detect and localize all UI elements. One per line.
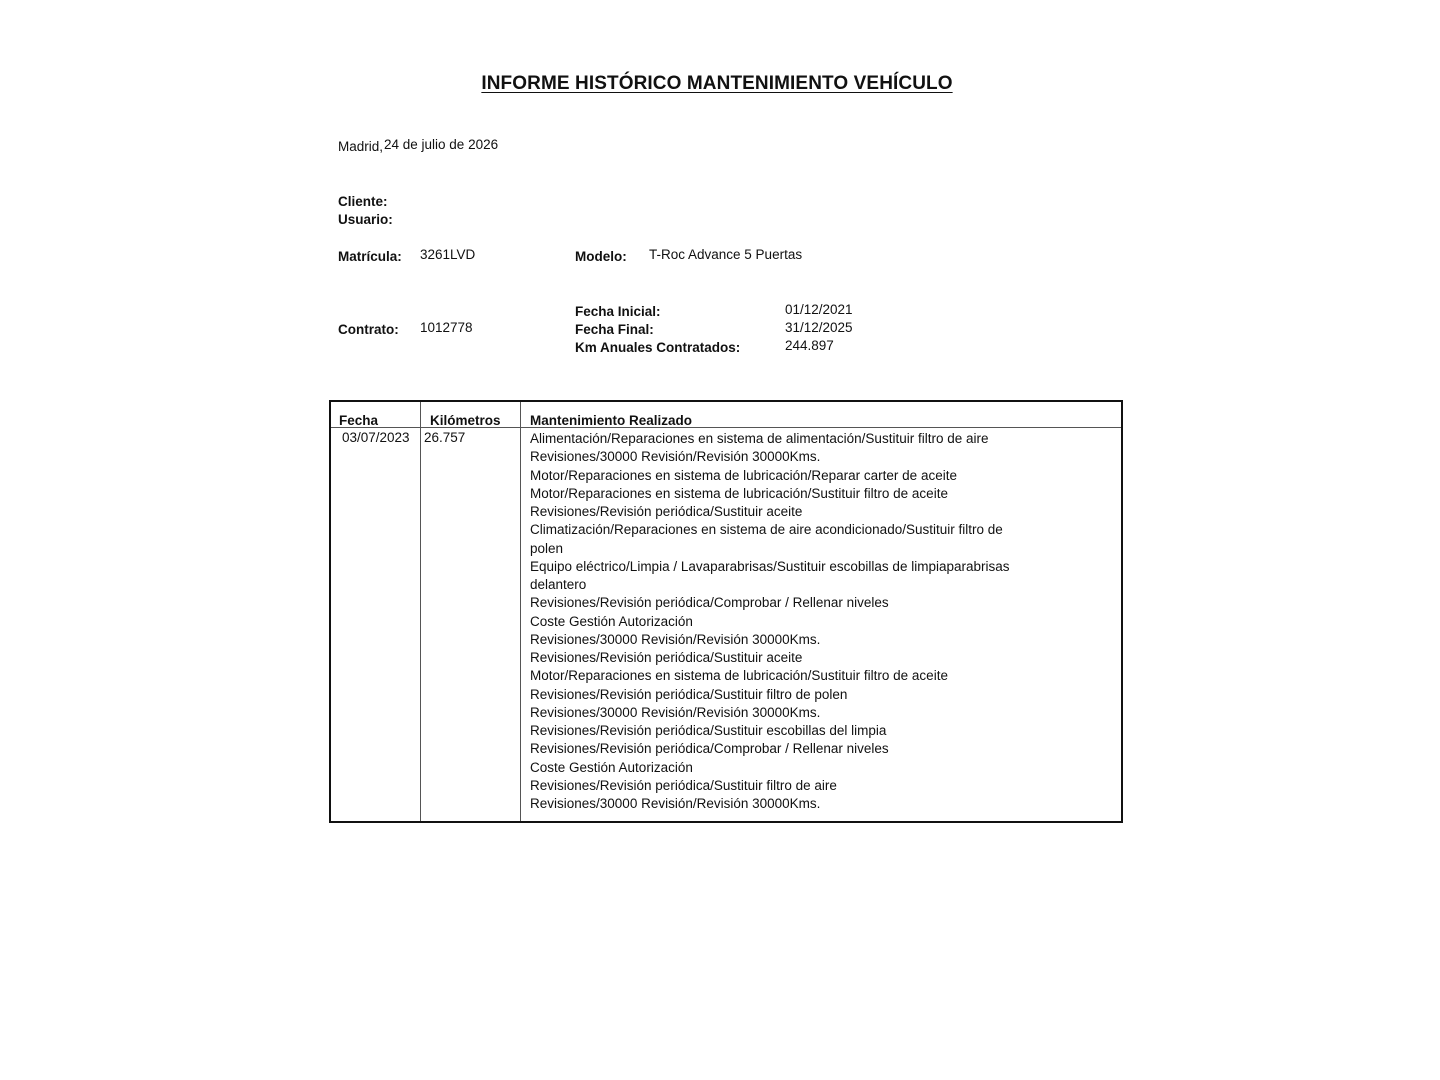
cliente-label: Cliente: <box>338 194 388 209</box>
maintenance-item: Alimentación/Reparaciones en sistema de alimentación/Sustituir filtro de aire <box>530 431 989 446</box>
maintenance-item: Revisiones/30000 Revisión/Revisión 30000Kms. <box>530 796 821 811</box>
maintenance-item: delantero <box>530 577 587 592</box>
header-fecha: Fecha <box>339 413 379 428</box>
header-kilometros: Kilómetros <box>430 413 501 428</box>
maintenance-item: Coste Gestión Autorización <box>530 759 693 775</box>
contrato-value: 1012778 <box>420 320 473 335</box>
km-anuales-label: Km Anuales Contratados: <box>575 340 741 355</box>
maintenance-table <box>329 400 1123 823</box>
maintenance-item: Revisiones/Revisión periódica/Sustituir filtro de polen <box>530 686 848 702</box>
contrato-label: Contrato: <box>338 322 399 337</box>
maintenance-item: Revisiones/30000 Revisión/Revisión 30000Kms. <box>530 449 821 465</box>
maintenance-item: Motor/Reparaciones en sistema de lubricación/Sustituir filtro de aceite <box>530 485 948 501</box>
fecha-inicial-value: 01/12/2021 <box>785 302 853 317</box>
matricula-label: Matrícula: <box>338 249 402 264</box>
column-divider <box>420 402 421 821</box>
usuario-label: Usuario: <box>338 212 393 227</box>
report-title: INFORME HISTÓRICO MANTENIMIENTO VEHÍCULO <box>481 73 953 94</box>
matricula-value: 3261LVD <box>420 247 476 262</box>
maintenance-item: Revisiones/Revisión periódica/Sustituir filtro de aire <box>530 777 837 793</box>
maintenance-item: polen <box>530 540 564 556</box>
maintenance-item: Coste Gestión Autorización <box>530 613 693 629</box>
modelo-value: T-Roc Advance 5 Puertas <box>649 247 803 262</box>
maintenance-item: Motor/Reparaciones en sistema de lubricación/Reparar carter de aceite <box>530 467 957 483</box>
maintenance-item: Revisiones/30000 Revisión/Revisión 30000Kms. <box>530 704 821 720</box>
maintenance-item: Equipo eléctrico/Limpia / Lavaparabrisas/Sustituir escobillas de limpiaparabrisas <box>530 558 1010 574</box>
row-kilometros: 26.757 <box>424 430 466 445</box>
report-date: 24 de julio de 2026 <box>384 137 499 152</box>
modelo-label: Modelo: <box>575 249 627 264</box>
maintenance-item: Revisiones/Revisión periódica/Sustituir aceite <box>530 504 803 519</box>
maintenance-item: Revisiones/Revisión periódica/Sustituir aceite <box>530 650 803 665</box>
maintenance-item: Climatización/Reparaciones en sistema de aire acondicionado/Sustituir filtro de <box>530 522 1003 538</box>
maintenance-item: Revisiones/Revisión periódica/Sustituir escobillas del limpia <box>530 723 887 738</box>
maintenance-item: Revisiones/Revisión periódica/Comprobar / Rellenar niveles <box>530 741 889 757</box>
fecha-inicial-label: Fecha Inicial: <box>575 304 661 319</box>
fecha-final-label: Fecha Final: <box>575 322 654 337</box>
maintenance-item: Revisiones/Revisión periódica/Comprobar / Rellenar niveles <box>530 595 889 611</box>
km-anuales-value: 244.897 <box>785 338 834 353</box>
column-divider <box>520 402 521 821</box>
fecha-final-value: 31/12/2025 <box>785 320 853 335</box>
maintenance-item: Revisiones/30000 Revisión/Revisión 30000Kms. <box>530 631 821 647</box>
row-fecha: 03/07/2023 <box>342 430 410 445</box>
maintenance-items-list <box>530 430 1010 813</box>
report-place: Madrid, <box>338 139 384 154</box>
header-mantenimiento: Mantenimiento Realizado <box>530 413 693 428</box>
maintenance-item: Motor/Reparaciones en sistema de lubricación/Sustituir filtro de aceite <box>530 668 948 684</box>
